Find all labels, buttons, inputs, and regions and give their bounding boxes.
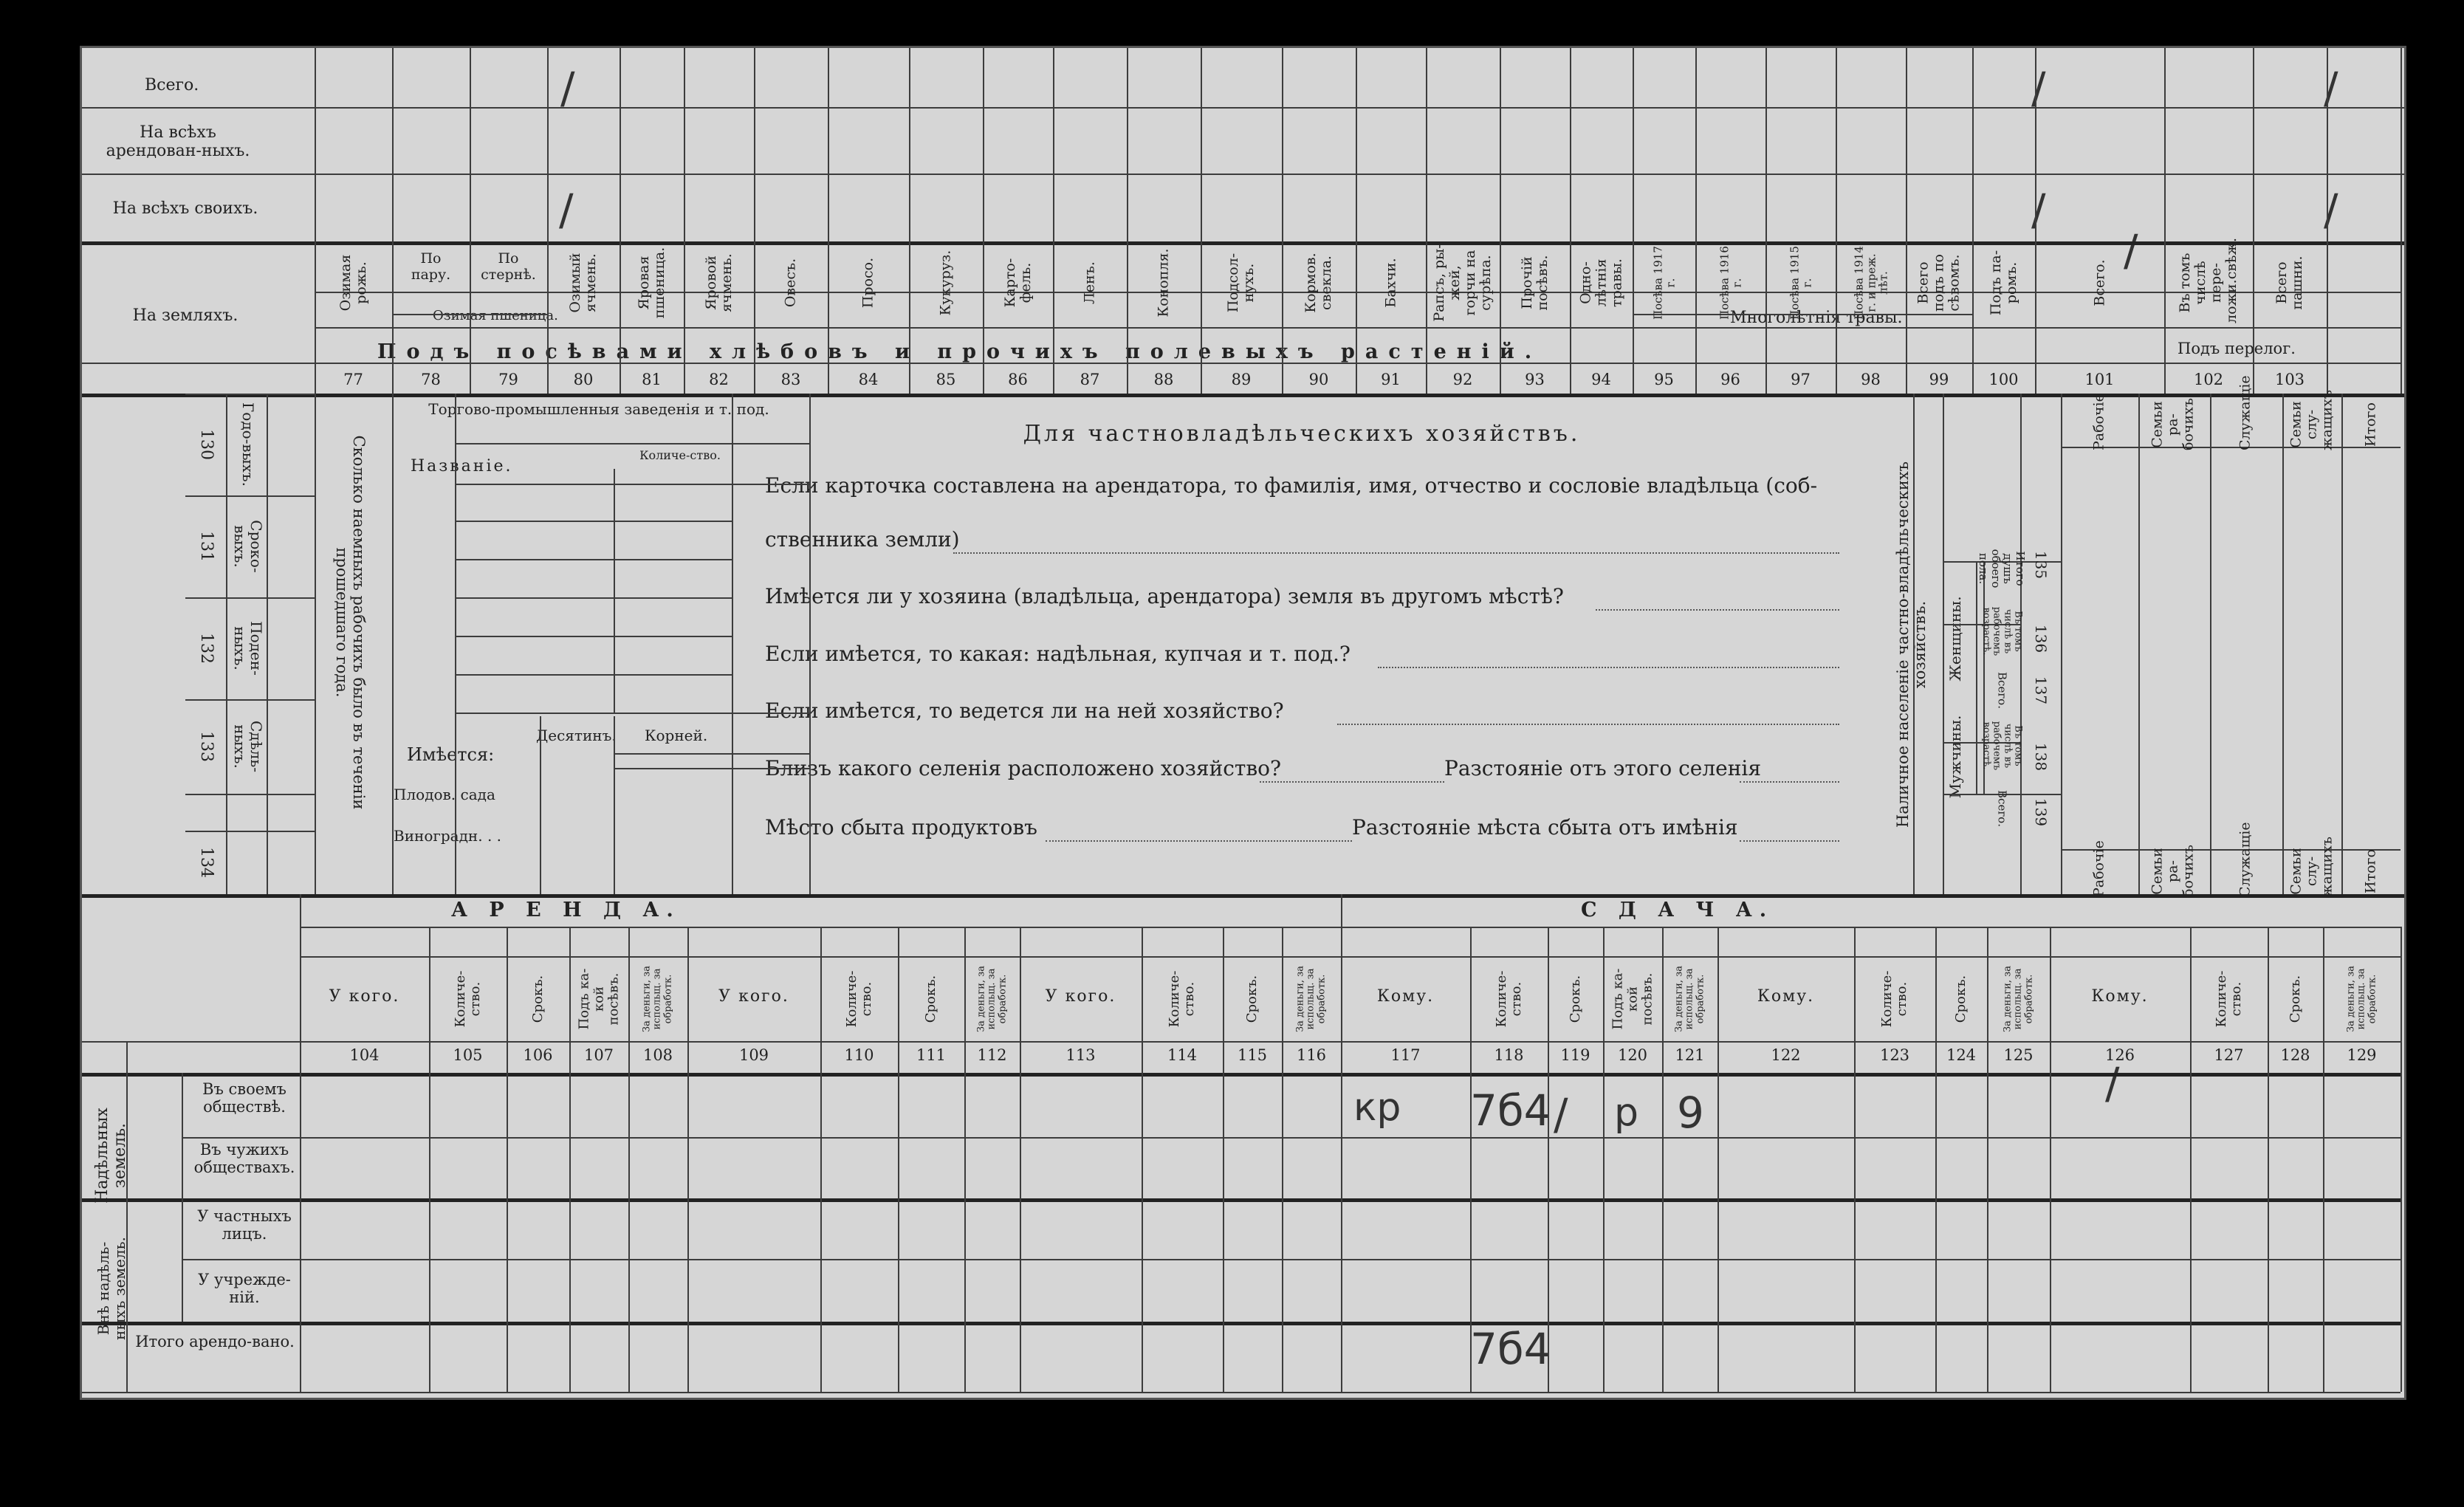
hw-mark-3: / bbox=[2031, 63, 2046, 113]
right-col-top-1: Семьи ра-бочихъ bbox=[2149, 398, 2197, 450]
right-col-bottom-1: Семьи ра-бочихъ bbox=[2149, 845, 2197, 897]
row-label-on-lands: На земляхъ. bbox=[132, 306, 238, 325]
trade-qty-header: Количе-ство. bbox=[639, 448, 721, 462]
col-header-77: Озимая рожь. bbox=[337, 254, 369, 312]
col-header-92: Рапсъ, ры-жей, горчи на сурѣпа. bbox=[1431, 244, 1494, 322]
bottom-num-111: 111 bbox=[916, 1046, 947, 1064]
row-label-own: На всѣхъ своихъ. bbox=[112, 199, 258, 218]
col-number-86: 86 bbox=[1008, 371, 1028, 388]
hw-mark-5: / bbox=[2124, 225, 2138, 275]
hw-komu: кр bbox=[1353, 1085, 1401, 1130]
col-number-100: 100 bbox=[1988, 371, 2019, 388]
right-num-137: 137 bbox=[2032, 676, 2050, 705]
col-header-90: Кормов. свекла. bbox=[1303, 253, 1334, 313]
bottom-num-115: 115 bbox=[1237, 1046, 1268, 1064]
bottom-head-104: У кого. bbox=[329, 987, 400, 1006]
bottom-num-117: 117 bbox=[1390, 1046, 1421, 1064]
col-header-84: Просо. bbox=[859, 257, 876, 309]
col-number-83: 83 bbox=[780, 371, 801, 388]
col-number-97: 97 bbox=[1791, 371, 1811, 388]
col-number-88: 88 bbox=[1153, 371, 1174, 388]
col-number-94: 94 bbox=[1591, 371, 1611, 388]
working-age-men: Въ томъ числѣ въ рабочемъ возрастѣ. bbox=[1980, 721, 2024, 771]
col-number-95: 95 bbox=[1654, 371, 1674, 388]
bottom-head-121: За деньги, за испольщ. за обработк. bbox=[1673, 966, 1706, 1033]
left-num-133: 133 bbox=[197, 731, 216, 762]
col-number-82: 82 bbox=[709, 371, 729, 388]
bottom-head-113: У кого. bbox=[1045, 987, 1116, 1006]
bottom-head-122: Кому. bbox=[1757, 987, 1815, 1006]
row-own-society: Въ своемъ обществѣ. bbox=[202, 1080, 286, 1116]
bottom-head-106: Срокъ. bbox=[529, 975, 546, 1023]
right-col-bottom-3: Семьи слу-жащихъ bbox=[2288, 837, 2336, 897]
bottom-num-123: 123 bbox=[1879, 1046, 1910, 1064]
col-header-82: Яровой ячмень. bbox=[702, 253, 735, 312]
col-number-91: 91 bbox=[1381, 371, 1401, 388]
bottom-head-120: Подъ ка-кой посѣвъ. bbox=[1610, 968, 1655, 1030]
col-header-91: Бахчи. bbox=[1382, 258, 1399, 308]
nadel-label: Надѣльных земель. bbox=[92, 1108, 129, 1204]
bottom-head-127: Количе-ство. bbox=[2213, 970, 2244, 1028]
perennial-grass-label: Многолѣтнія травы. bbox=[1730, 309, 1903, 327]
hw-total: 7б4 bbox=[1470, 1324, 1551, 1374]
bottom-head-125: За деньги, за испольщ. за обработк. bbox=[2002, 966, 2034, 1033]
hw-mark-7: / bbox=[2324, 185, 2338, 235]
bottom-head-107: Подъ ка-кой посѣвъ. bbox=[576, 968, 621, 1030]
census-card bbox=[80, 46, 2406, 1400]
right-col-bottom-0: Рабочіе bbox=[2090, 840, 2107, 897]
imeetsya-label: Имѣется: bbox=[407, 744, 495, 765]
left-label-3: Сдѣль-ныхъ. bbox=[231, 720, 265, 773]
col-number-93: 93 bbox=[1525, 371, 1545, 388]
col-header-102: Въ томъ числѣ пере-ложи.свѣж. bbox=[2177, 237, 2240, 323]
bottom-num-127: 127 bbox=[2214, 1046, 2244, 1064]
right-col-bottom-4: Итого bbox=[2362, 849, 2379, 893]
sowing-band-label: Подъ посѣвами хлѣбовъ и прочихъ полевыхъ растеній. bbox=[377, 340, 1542, 363]
question-6b: Разстояніе мѣста сбыта отъ имѣнія bbox=[1352, 815, 1738, 840]
bottom-head-108: За деньги, за испольщ. за обработк. bbox=[641, 966, 674, 1033]
left-num-131: 131 bbox=[197, 531, 216, 562]
hw-mark-2: / bbox=[559, 185, 574, 235]
col-number-79: 79 bbox=[498, 371, 518, 388]
all-women: Всего. bbox=[1995, 672, 2009, 709]
left-label-1: Сроко-выхъ. bbox=[231, 520, 265, 573]
working-age-women: Въ томъ числѣ въ рабочемъ возрастѣ. bbox=[1980, 606, 2024, 656]
vineyard-label: Виноградн. . . bbox=[394, 827, 502, 845]
col-header-83: Овесъ. bbox=[782, 258, 799, 308]
col-header-87: Ленъ. bbox=[1081, 261, 1098, 304]
trade-title: Торгово-промышленныя заведенія и т. под. bbox=[428, 400, 769, 418]
left-num-132: 132 bbox=[197, 633, 216, 664]
right-col-bottom-2: Служащіе bbox=[2237, 822, 2254, 897]
col-number-80: 80 bbox=[573, 371, 594, 388]
right-col-top-2: Служащіе bbox=[2237, 375, 2254, 450]
col-header-88: Конопля. bbox=[1155, 248, 1172, 317]
hw-pay: 9 bbox=[1677, 1088, 1704, 1138]
bottom-num-110: 110 bbox=[844, 1046, 874, 1064]
row-private: У частныхъ лицъ. bbox=[197, 1207, 292, 1243]
sdacha-title: С Д А Ч А. bbox=[1581, 899, 1774, 921]
left-label-0: Годо-выхъ. bbox=[239, 402, 257, 487]
col-header-89: Подсол-нухъ. bbox=[1225, 253, 1257, 313]
question-6: Мѣсто сбыта продуктовъ bbox=[765, 815, 1037, 840]
col-number-89: 89 bbox=[1231, 371, 1252, 388]
hw-mark-8: / bbox=[2105, 1058, 2120, 1108]
bottom-num-112: 112 bbox=[977, 1046, 1007, 1064]
bottom-num-122: 122 bbox=[1771, 1046, 1801, 1064]
right-num-139: 139 bbox=[2032, 797, 2050, 827]
population-label: Наличное населеніе частно-владѣльческихъ хозяйствъ. bbox=[1893, 461, 1929, 828]
bottom-num-104: 104 bbox=[349, 1046, 380, 1064]
bottom-head-128: Срокъ. bbox=[2287, 975, 2303, 1023]
col-header-103: Всего пашни. bbox=[2273, 255, 2305, 310]
left-num-130: 130 bbox=[197, 429, 216, 460]
row-total-rented: Итого арендо-вано. bbox=[135, 1333, 295, 1350]
winter-wheat-label: Озимая пшеница. bbox=[433, 308, 558, 323]
bottom-head-119: Срокъ. bbox=[1567, 975, 1583, 1023]
question-4: Если имѣется, то ведется ли на ней хозяйство? bbox=[765, 698, 1284, 723]
bottom-num-121: 121 bbox=[1675, 1046, 1705, 1064]
bottom-num-124: 124 bbox=[1946, 1046, 1977, 1064]
col-number-81: 81 bbox=[642, 371, 662, 388]
col-header-100: Подъ па-ромъ. bbox=[1987, 250, 2019, 316]
col-header-93: Прочій посѣвъ. bbox=[1518, 255, 1551, 311]
col-number-98: 98 bbox=[1861, 371, 1881, 388]
col-header-99: Всего подъ по сѣвомъ. bbox=[1915, 253, 1963, 312]
row-label-rented: На всѣхъ арендован-ныхъ. bbox=[106, 123, 250, 161]
bottom-head-116: За деньги, за испольщ. за обработк. bbox=[1294, 966, 1328, 1033]
question-3: Если имѣется, то какая: надѣльная, купчая и т. под.? bbox=[765, 642, 1351, 666]
bottom-num-116: 116 bbox=[1296, 1046, 1327, 1064]
trade-name-header: Названіе. bbox=[411, 457, 513, 476]
bottom-num-125: 125 bbox=[2003, 1046, 2034, 1064]
private-farms-heading: Для частновладѣльческихъ хозяйствъ. bbox=[1023, 421, 1581, 447]
row-institutions: У учрежде-ній. bbox=[198, 1271, 291, 1307]
bottom-num-108: 108 bbox=[642, 1046, 673, 1064]
hw-term: / bbox=[1554, 1089, 1568, 1139]
right-num-136: 136 bbox=[2032, 624, 2050, 653]
bottom-num-107: 107 bbox=[583, 1046, 614, 1064]
bottom-head-114: Количе-ство. bbox=[1167, 970, 1197, 1028]
bottom-num-114: 114 bbox=[1167, 1046, 1198, 1064]
bottom-num-109: 109 bbox=[738, 1046, 769, 1064]
col-number-77: 77 bbox=[343, 371, 363, 388]
left-label-2: Поден-ныхъ. bbox=[231, 621, 265, 676]
bottom-head-118: Количе-ство. bbox=[1493, 970, 1524, 1028]
question-5b: Разстояніе отъ этого селенія bbox=[1444, 756, 1761, 780]
right-col-top-3: Семьи слу-жащихъ bbox=[2288, 390, 2336, 450]
bottom-num-128: 128 bbox=[2280, 1046, 2310, 1064]
col-number-99: 99 bbox=[1929, 371, 1949, 388]
bottom-head-112: За деньги, за испольщ. за обработк. bbox=[975, 966, 1008, 1033]
col-header-95: Посѣва 1917 г. bbox=[1651, 246, 1677, 320]
hw-qty: 7б4 bbox=[1470, 1085, 1551, 1136]
col-number-92: 92 bbox=[1452, 371, 1473, 388]
women-label: Женщины. bbox=[1946, 596, 1964, 682]
bottom-num-119: 119 bbox=[1560, 1046, 1590, 1064]
col-number-102: 102 bbox=[2193, 371, 2224, 388]
col-number-96: 96 bbox=[1720, 371, 1740, 388]
bottom-head-126: Кому. bbox=[2091, 987, 2149, 1006]
question-1b: ственника земли) bbox=[765, 527, 960, 552]
col-number-85: 85 bbox=[936, 371, 956, 388]
col-header-98: Посѣва 1914 г. и преж. лѣт. bbox=[1851, 246, 1890, 320]
fallow-label: Подъ перелог. bbox=[2178, 340, 2296, 357]
col-header-94: Одно-лѣтнія травы. bbox=[1577, 258, 1624, 307]
vnenadel-label: Внѣ надѣль-ныхъ земель. bbox=[95, 1237, 128, 1340]
korney-header: Корней. bbox=[645, 727, 708, 744]
hired-workers-label: Сколько наемныхъ рабочихъ было въ теченіи прошедшаго года. bbox=[333, 435, 368, 810]
col-header-80: Озимый ячмень. bbox=[567, 253, 599, 313]
col-number-101: 101 bbox=[2084, 371, 2115, 388]
col-number-78: 78 bbox=[421, 371, 441, 388]
hw-mark-1: / bbox=[560, 63, 575, 113]
hw-mark-4: / bbox=[2031, 185, 2046, 235]
col-number-87: 87 bbox=[1080, 371, 1100, 388]
right-col-top-4: Итого bbox=[2362, 402, 2379, 447]
row-other-society: Въ чужихъ обществахъ. bbox=[193, 1141, 295, 1177]
bottom-head-115: Срокъ. bbox=[1244, 975, 1260, 1023]
col-number-84: 84 bbox=[858, 371, 879, 388]
men-label: Мужчины. bbox=[1946, 715, 1964, 799]
col-header-85: Кукуруз. bbox=[937, 250, 954, 316]
bottom-num-113: 113 bbox=[1065, 1046, 1096, 1064]
col-header-79: По стернѣ. bbox=[481, 250, 536, 283]
hw-mark-6: / bbox=[2324, 63, 2338, 113]
bottom-num-120: 120 bbox=[1617, 1046, 1648, 1064]
col-header-101: Всего. bbox=[2091, 259, 2108, 306]
col-header-86: Карто-фель. bbox=[1001, 258, 1034, 308]
bottom-head-110: Количе-ство. bbox=[843, 970, 874, 1028]
bottom-head-109: У кого. bbox=[718, 987, 789, 1006]
bottom-num-126: 126 bbox=[2104, 1046, 2135, 1064]
bottom-head-123: Количе-ство. bbox=[1879, 970, 1909, 1028]
orchard-label: Плодов. сада bbox=[394, 786, 495, 803]
total-souls: Итого душъ обоего пола. bbox=[1977, 549, 2027, 588]
bottom-head-111: Срокъ. bbox=[923, 975, 939, 1023]
bottom-num-106: 106 bbox=[523, 1046, 553, 1064]
bottom-num-129: 129 bbox=[2347, 1046, 2377, 1064]
left-num-134: 134 bbox=[197, 847, 216, 878]
right-num-135: 135 bbox=[2032, 550, 2050, 580]
col-header-78: По пару. bbox=[411, 250, 451, 283]
question-2: Имѣется ли у хозяина (владѣльца, арендатора) земля въ другомъ мѣстѣ? bbox=[765, 584, 1564, 608]
bottom-head-117: Кому. bbox=[1376, 987, 1435, 1006]
bottom-head-129: За деньги, за испольщ. за обработк. bbox=[2345, 966, 2378, 1033]
right-num-138: 138 bbox=[2032, 742, 2050, 772]
col-number-90: 90 bbox=[1308, 371, 1329, 388]
bottom-head-105: Количе-ство. bbox=[452, 970, 483, 1028]
right-col-top-0: Рабочіе bbox=[2090, 394, 2107, 450]
hw-crop: р bbox=[1614, 1091, 1639, 1135]
bottom-num-105: 105 bbox=[453, 1046, 483, 1064]
arenda-title: А Р Е Н Д А. bbox=[451, 899, 681, 921]
bottom-num-118: 118 bbox=[1494, 1046, 1524, 1064]
all-men: Всего. bbox=[1995, 790, 2009, 827]
question-1: Если карточка составлена на арендатора, то фамилія, имя, отчество и сословіе владѣльца (соб- bbox=[765, 473, 1818, 498]
row-label-total: Всего. bbox=[145, 76, 199, 95]
col-header-97: Посѣва 1915 г. bbox=[1788, 246, 1813, 320]
desyatin-header: Десятинъ. bbox=[536, 727, 617, 744]
bottom-head-124: Срокъ. bbox=[1953, 975, 1969, 1023]
col-header-81: Яровая пшеница. bbox=[635, 247, 668, 319]
question-5: Близъ какого селенія расположено хозяйство? bbox=[765, 756, 1282, 780]
col-header-96: Посѣва 1916 г. bbox=[1717, 246, 1743, 320]
col-number-103: 103 bbox=[2274, 371, 2305, 388]
